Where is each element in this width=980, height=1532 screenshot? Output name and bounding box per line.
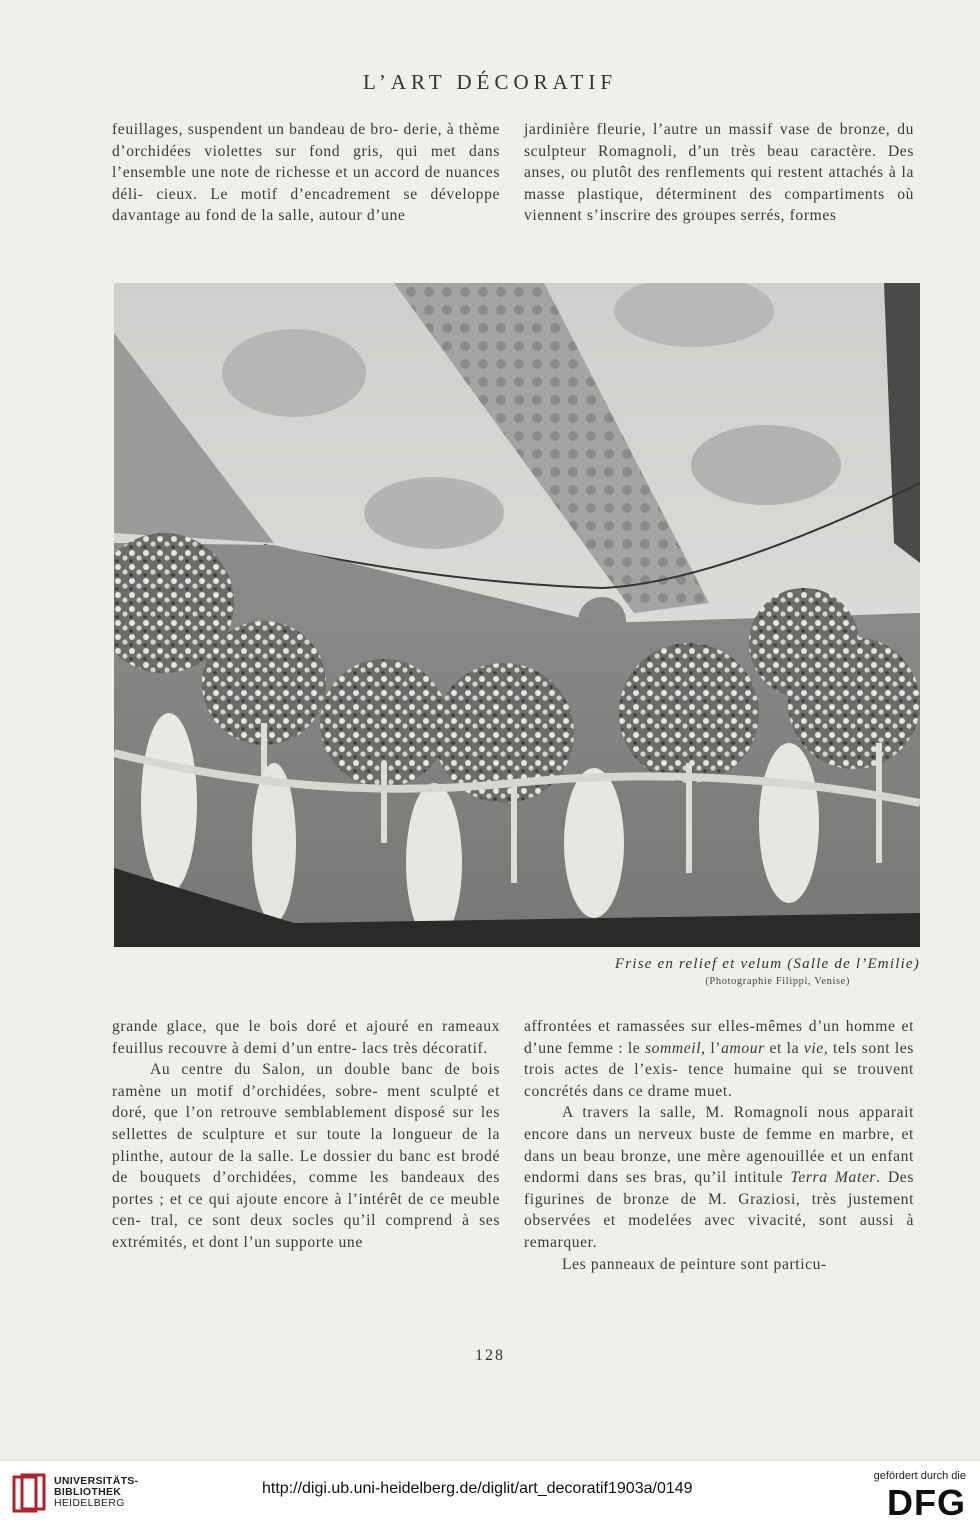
text-column-top-left <box>112 119 500 227</box>
ceiling-frieze-photograph <box>114 283 920 947</box>
funded-by-label: gefördert durch die <box>873 1470 966 1482</box>
text-column-top-right <box>524 119 914 227</box>
digitization-footer <box>0 1460 980 1532</box>
italic-word: sommeil <box>644 1039 702 1057</box>
paragraph: feuillages, suspendent un bandeau de bro- derie, à thème d’orchidées violettes sur fond gris, qui met dans l’ensemble une note de richesse et un accord de nuances déli- cieux. Le motif d’encadrement se développe davantage au fond de la salle, autour d’une <box>112 121 500 225</box>
library-name-line: HEIDELBERG <box>54 1497 125 1509</box>
paragraph <box>524 1016 914 1102</box>
text-column-bottom-left <box>112 1016 500 1254</box>
library-name-line: BIBLIOTHEK <box>54 1486 122 1498</box>
italic-word: amour <box>721 1039 765 1057</box>
photograph-image <box>114 283 920 947</box>
dfg-logo: DFG <box>887 1482 966 1523</box>
text-run: . Des figurines de bronze de M. Graziosi, très justement observées et modelées avec vivacité, sont aussi à remarquer. <box>524 1169 914 1251</box>
text-run: et la <box>764 1039 804 1057</box>
permalink-url[interactable]: http://digi.ub.uni-heidelberg.de/diglit/art_decoratif1903a/0149 <box>262 1480 693 1497</box>
text-run: A travers la salle, M. Romagnoli nous apparait encore dans un nerveux buste de femme en marbre, et dans un beau bronze, une mère agenouillée et un enfant endormi dans ses bras, qu’il intitule <box>524 1104 914 1187</box>
photo-credit: (Photographie Filippi, Venise) <box>705 976 850 987</box>
text-run: affrontées et ramassées sur elles-mêmes d’un homme et d’une femme : le <box>524 1018 914 1057</box>
paragraph: grande glace, que le bois doré et ajouré en rameaux feuillus recouvre à demi d’un entre- lacs très décoratif. <box>112 1018 500 1057</box>
figure-caption: Frise en relief et velum (Salle de l’Emilie) <box>614 956 920 972</box>
library-logo-icon <box>12 1473 46 1515</box>
paragraph <box>524 1102 914 1253</box>
paragraph: jardinière fleurie, l’autre un massif vase de bronze, du sculpteur Romagnoli, d’un très beau caractère. Des anses, ou plutôt des renflements qui restent attachés à la masse plastique, déterminent des compartiments où viennent s’inscrire des groupes serrés, formes <box>524 121 914 225</box>
running-head: L’ART DÉCORATIF <box>362 70 617 94</box>
library-name-line: UNIVERSITÄTS- <box>54 1475 139 1487</box>
page-number: 128 <box>475 1347 505 1364</box>
text-column-bottom-right <box>524 1016 914 1275</box>
text-run: , l’ <box>701 1039 722 1057</box>
paragraph: Les panneaux de peinture sont particu- <box>562 1255 827 1273</box>
italic-word: vie <box>803 1039 824 1057</box>
library-name <box>54 1476 138 1509</box>
text-run: , tels sont les trois actes de l’exis- tence humaine qui se trouvent concrétés dans ce drame muet. <box>524 1039 914 1100</box>
italic-title: Terra Mater <box>790 1169 877 1187</box>
paragraph: Au centre du Salon, un double banc de bois ramène un motif d’orchidées, sobre- ment sculpté et doré, que l’on retrouve semblablement disposé sur les sellettes de sculpture et sur toute la longueur de la plinthe, autour de la salle. Le dossier du banc est brodé de bouquets d’orchidées, comme les bandeaux des portes ; et ce qui ajoute encore à l’intérêt de ce meuble cen- tral, ce sont deux socles qu’il comprend à ses extrémités, et dont l’un supporte une <box>112 1061 500 1251</box>
